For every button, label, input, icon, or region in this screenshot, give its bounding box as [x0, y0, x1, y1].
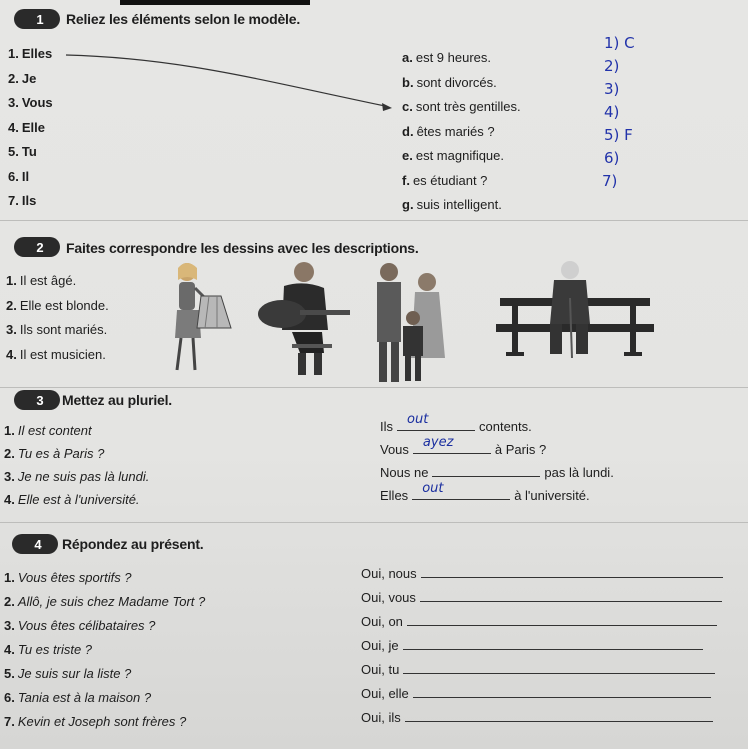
response-subject: Oui, tu	[361, 662, 400, 677]
response-line	[361, 637, 703, 653]
item-letter: b.	[402, 74, 414, 90]
section-1-title: Reliez les éléments selon le modèle.	[66, 11, 301, 27]
item-text: Je	[21, 70, 37, 86]
handwritten-answer: out	[422, 481, 444, 496]
item-text: sont divorcés.	[416, 74, 497, 90]
item-text: est magnifique.	[415, 148, 505, 163]
handwritten-answer: 4)	[604, 103, 620, 121]
item-text: êtes mariés ?	[416, 123, 495, 139]
answer-blank[interactable]	[432, 464, 540, 477]
handwritten-answer: 5) F	[604, 126, 633, 144]
handwritten-answer: 1) C	[604, 34, 635, 52]
plural-subject: Nous ne	[380, 465, 429, 480]
question-item	[4, 666, 131, 681]
question-item	[4, 642, 92, 657]
item-number: 7.	[4, 714, 15, 729]
answer-blank[interactable]	[412, 481, 510, 500]
item-letter: d.	[402, 123, 414, 139]
plural-subject: Elles	[380, 488, 409, 503]
handwritten-answer: 3)	[604, 80, 620, 98]
item-number: 1.	[8, 46, 19, 61]
item-text: Vous êtes célibataires ?	[17, 618, 156, 633]
section-4-title: Répondez au présent.	[62, 536, 204, 552]
item-number: 3.	[6, 322, 17, 337]
answer-blank[interactable]	[403, 661, 715, 674]
item-text: Elle est à l'université.	[17, 492, 140, 507]
response-subject: Oui, nous	[361, 566, 417, 581]
item-text: Tania est à la maison ?	[17, 690, 152, 705]
item-text: Je ne suis pas là lundi.	[17, 469, 150, 484]
item-number: 5.	[4, 666, 15, 681]
item-number: 1.	[6, 273, 17, 288]
item-text: Kevin et Joseph sont frères ?	[17, 714, 187, 729]
section-2-title: Faites correspondre les dessins avec les descriptions.	[66, 240, 419, 256]
drawing-family	[365, 258, 455, 385]
item-text: Allô, je suis chez Madame Tort ?	[17, 594, 206, 609]
item-number: 2.	[8, 70, 19, 86]
item-number: 4.	[8, 119, 19, 135]
section-3-badge: 3	[14, 390, 60, 410]
handwritten-answer: 6)	[604, 149, 620, 167]
question-item	[4, 570, 132, 585]
item-text: Ils sont mariés.	[19, 322, 108, 337]
match-connector-line	[0, 0, 748, 220]
item-number: 2.	[4, 594, 15, 609]
plural-rest: à Paris ?	[494, 442, 547, 457]
response-subject: Oui, on	[361, 614, 403, 629]
item-text: Il	[21, 168, 30, 184]
handwritten-answer: ayez	[422, 435, 454, 450]
response-line	[361, 709, 713, 725]
question-item	[4, 618, 155, 633]
plural-sentence	[380, 435, 547, 457]
item-text: sont très gentilles.	[415, 99, 521, 114]
item-number: 3.	[4, 618, 15, 633]
response-line	[361, 685, 711, 701]
handwritten-answer: 2)	[604, 57, 620, 75]
item-number: 4.	[6, 346, 17, 362]
singular-sentence	[4, 469, 149, 484]
answer-blank[interactable]	[413, 435, 491, 454]
plural-rest: pas là lundi.	[544, 465, 614, 480]
answer-blank[interactable]	[421, 565, 723, 578]
response-subject: Oui, vous	[361, 590, 416, 605]
plural-subject: Vous	[380, 442, 409, 457]
plural-subject: Ils	[380, 419, 393, 434]
item-text: Vous	[21, 95, 53, 110]
item-letter: g.	[402, 197, 414, 212]
handwritten-answer: out	[407, 412, 429, 427]
description-item	[6, 298, 109, 313]
question-item	[4, 714, 186, 729]
response-line	[361, 565, 723, 581]
item-text: Tu	[21, 144, 37, 159]
handwritten-answer: 7)	[602, 172, 618, 190]
description-item	[6, 347, 106, 362]
item-letter: f.	[402, 172, 410, 188]
item-letter: a.	[402, 50, 413, 65]
item-text: es étudiant ?	[412, 172, 488, 188]
item-text: Tu es à Paris ?	[17, 446, 105, 461]
item-letter: c.	[402, 99, 413, 114]
item-number: 2.	[6, 297, 17, 313]
plural-sentence	[380, 481, 590, 503]
item-text: Vous êtes sportifs ?	[17, 570, 132, 585]
response-line	[361, 589, 722, 605]
section-2-badge: 2	[14, 237, 60, 257]
item-number: 3.	[4, 469, 15, 484]
item-text: Il est âgé.	[19, 273, 77, 288]
singular-sentence	[4, 423, 92, 438]
item-number: 4.	[4, 642, 15, 657]
drawing-blonde-woman	[155, 258, 245, 378]
response-subject: Oui, je	[361, 638, 399, 653]
item-text: Tu es triste ?	[17, 642, 93, 657]
item-number: 1.	[4, 423, 15, 438]
answer-blank[interactable]	[405, 709, 713, 722]
plural-sentence	[380, 464, 614, 480]
question-item	[4, 594, 205, 609]
answer-blank[interactable]	[413, 685, 711, 698]
item-number: 2.	[4, 446, 15, 461]
item-text: Elle est blonde.	[19, 297, 109, 313]
item-text: Ils	[21, 193, 37, 208]
section-4-badge: 4	[12, 534, 58, 554]
response-line	[361, 613, 717, 629]
item-number: 3.	[8, 95, 19, 110]
item-number: 6.	[4, 690, 15, 705]
item-text: Elle	[21, 119, 45, 135]
item-number: 6.	[8, 168, 19, 184]
item-text: Il est musicien.	[19, 346, 106, 362]
drawing-guitar-player	[252, 258, 352, 383]
item-number: 1.	[4, 570, 15, 585]
item-number: 5.	[8, 144, 19, 159]
section-1-badge: 1	[14, 9, 60, 29]
item-number: 7.	[8, 193, 19, 208]
response-subject: Oui, ils	[361, 710, 401, 725]
singular-sentence	[4, 446, 104, 461]
drawing-old-man-on-bench	[490, 258, 660, 368]
question-item	[4, 690, 151, 705]
plural-sentence	[380, 412, 532, 434]
item-text: Je suis sur la liste ?	[17, 666, 132, 681]
plural-rest: contents.	[479, 419, 532, 434]
answer-blank[interactable]	[397, 412, 475, 431]
response-subject: Oui, elle	[361, 686, 409, 701]
answer-blank[interactable]	[407, 613, 717, 626]
item-text: Il est content	[17, 423, 92, 438]
item-text: est 9 heures.	[415, 50, 491, 65]
singular-sentence	[4, 492, 140, 507]
response-line	[361, 661, 715, 677]
section-3-title: Mettez au pluriel.	[62, 392, 172, 408]
answer-blank[interactable]	[420, 589, 722, 602]
description-item	[6, 273, 76, 288]
answer-blank[interactable]	[403, 637, 703, 650]
item-number: 4.	[4, 492, 15, 507]
item-text: suis intelligent.	[416, 197, 502, 212]
item-text: Elles	[21, 46, 53, 61]
plural-rest: à l'université.	[514, 488, 590, 503]
description-item	[6, 322, 107, 337]
item-letter: e.	[402, 148, 413, 163]
